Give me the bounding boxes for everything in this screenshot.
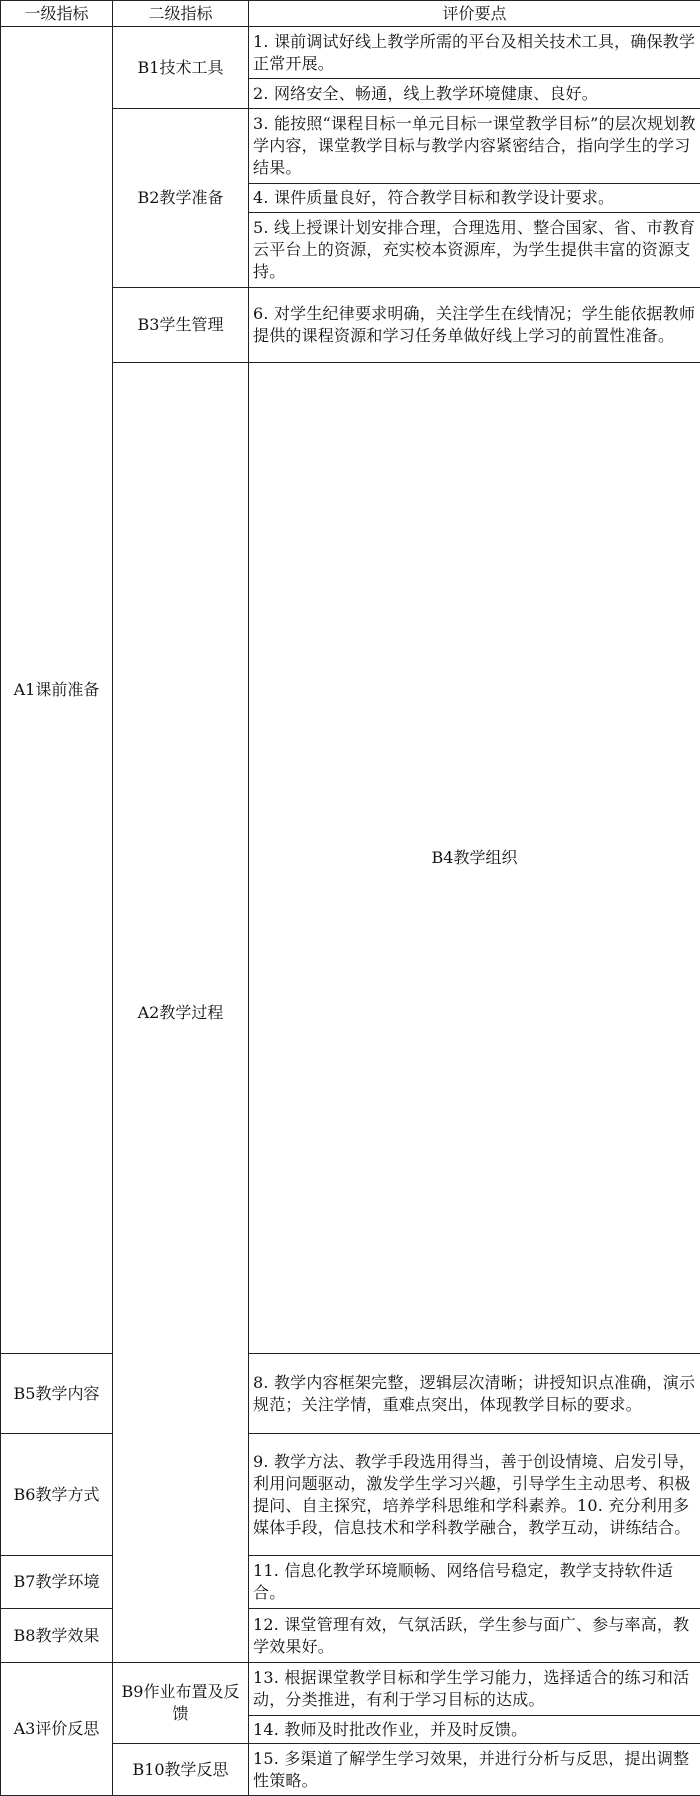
table-row <box>1 1609 700 1663</box>
table-row <box>1 1556 700 1609</box>
point-cell: 3. 能按照“课程目标一单元目标一课堂教学目标”的层次规划教学内容，课堂教学目标与教学内容紧密结合，指向学生的学习结果。 <box>249 109 700 184</box>
point-cell: 15. 多渠道了解学生学习效果，并进行分析与反思，提出调整性策略。 <box>249 1744 700 1796</box>
level2-cell: B5教学内容 <box>1 1354 113 1434</box>
level2-cell: B9作业布置及反馈 <box>113 1663 249 1744</box>
point-cell: 4. 课件质量良好，符合教学目标和教学设计要求。 <box>249 184 700 213</box>
header-level2: 二级指标 <box>113 1 249 27</box>
point-cell: 2. 网络安全、畅通，线上教学环境健康、良好。 <box>249 79 700 109</box>
level2-cell: B7教学环境 <box>1 1556 113 1609</box>
level2-cell: B10教学反思 <box>113 1744 249 1796</box>
point-cell: 1. 课前调试好线上教学所需的平台及相关技术工具，确保教学正常开展。 <box>249 27 700 79</box>
level1-cell: A3评价反思 <box>1 1663 113 1796</box>
table-row <box>1 1434 700 1556</box>
header-level1: 一级指标 <box>1 1 113 27</box>
header-points: 评价要点 <box>249 1 700 27</box>
table-row <box>1 1663 700 1716</box>
table-row <box>1 27 700 79</box>
header-row <box>1 1 700 27</box>
level2-cell: B2教学准备 <box>113 109 249 288</box>
level2-cell: B1技术工具 <box>113 27 249 109</box>
level2-cell: B6教学方式 <box>1 1434 113 1556</box>
point-cell: 11. 信息化教学环境顺畅、网络信号稳定，教学支持软件适合。 <box>249 1556 700 1609</box>
table-row <box>1 1354 700 1434</box>
point-cell: 14. 教师及时批改作业，并及时反馈。 <box>249 1716 700 1744</box>
level2-cell: B4教学组织 <box>249 363 700 1354</box>
level1-cell: A2教学过程 <box>113 363 249 1663</box>
point-cell: 8. 教学内容框架完整，逻辑层次清晰；讲授知识点准确，演示规范；关注学情，重难点突出，体现教学目标的要求。 <box>249 1354 700 1434</box>
point-cell: 13. 根据课堂教学目标和学生学习能力，选择适合的练习和活动，分类推进，有利于学习目标的达成。 <box>249 1663 700 1716</box>
level1-cell: A1课前准备 <box>1 27 113 1354</box>
point-cell: 6. 对学生纪律要求明确，关注学生在线情况；学生能依据教师提供的课程资源和学习任务单做好线上学习的前置性准备。 <box>249 288 700 363</box>
point-cell: 9. 教学方法、教学手段选用得当，善于创设情境、启发引导，利用问题驱动，激发学生学习兴趣，引导学生主动思考、积极提问、自主探究，培养学科思维和学科素养。10. 充分利用多媒体手段，信息技术和学科教学融合，教学互动，讲练结合。 <box>249 1434 700 1556</box>
point-cell: 12. 课堂管理有效，气氛活跃，学生参与面广、参与率高，教学效果好。 <box>249 1609 700 1663</box>
level2-cell: B3学生管理 <box>113 288 249 363</box>
level2-cell: B8教学效果 <box>1 1609 113 1663</box>
point-cell: 5. 线上授课计划安排合理，合理选用、整合国家、省、市教育云平台上的资源，充实校本资源库，为学生提供丰富的资源支持。 <box>249 213 700 288</box>
